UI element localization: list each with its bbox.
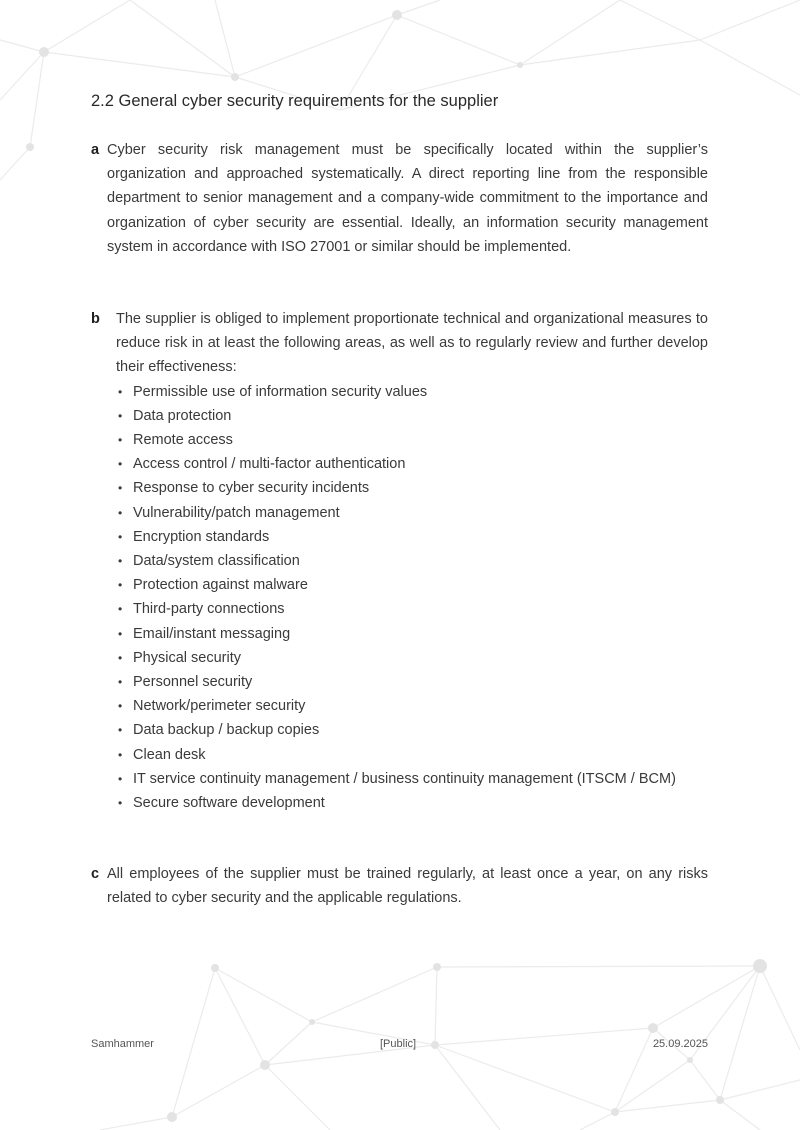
footer-date: 25.09.2025 — [652, 1038, 708, 1050]
item-text: The supplier is obliged to implement proportionate technical and organizational measures to reduce risk in at least the following areas, as well as to regularly review and further develop their effectiveness: — [116, 311, 708, 376]
list-item: • Vulnerability/patch management — [116, 501, 708, 525]
bullet-icon: • — [118, 481, 123, 496]
list-item: • Email/instant messaging — [116, 622, 708, 646]
requirement-item-b — [91, 307, 708, 815]
bullet-icon: • — [118, 384, 123, 399]
bullet-icon: • — [118, 675, 123, 690]
bullet-icon: • — [118, 723, 123, 738]
item-text: Cyber security risk management must be specifically located within the supplier’s organization and approached systematically. A direct reporting line from the responsible department to senior management and a company-wide commitment to the importance and organization of cyber security are essential. Ideally, an information security management system in accordance with ISO 27001 or similar should be implemented. — [107, 142, 708, 255]
bullet-icon: • — [118, 626, 123, 641]
bullet-icon: • — [118, 408, 123, 423]
list-item: • IT service continuity management / business continuity management (ITSCM / BCM) — [116, 767, 708, 791]
bullet-icon: • — [118, 457, 123, 472]
item-text: All employees of the supplier must be trained regularly, at least once a year, on any risks related to cyber security and the applicable regulations. — [107, 866, 708, 907]
measures-list — [116, 380, 708, 816]
list-item: • Remote access — [116, 428, 708, 452]
bullet-icon: • — [118, 554, 123, 569]
list-item: • Personnel security — [116, 670, 708, 694]
item-marker: a — [91, 142, 100, 158]
bullet-icon: • — [118, 699, 123, 714]
list-item: • Encryption standards — [116, 525, 708, 549]
requirement-item-c — [91, 862, 708, 910]
bullet-icon: • — [118, 433, 123, 448]
bullet-icon: • — [118, 771, 123, 786]
list-item: • Access control / multi-factor authentication — [116, 452, 708, 476]
item-marker: c — [91, 866, 100, 882]
bullet-icon: • — [118, 578, 123, 593]
footer-classification: [Public] — [380, 1038, 417, 1050]
list-item: • Data protection — [116, 404, 708, 428]
bullet-icon: • — [118, 529, 123, 544]
requirement-item-a — [91, 138, 708, 259]
list-item: • Clean desk — [116, 743, 708, 767]
list-item: • Response to cyber security incidents — [116, 476, 708, 500]
list-item: • Data/system classification — [116, 549, 708, 573]
list-item: • Data backup / backup copies — [116, 718, 708, 742]
bullet-icon: • — [118, 602, 123, 617]
list-item: • Protection against malware — [116, 573, 708, 597]
bullet-icon: • — [118, 747, 123, 762]
list-item: • Physical security — [116, 646, 708, 670]
bullet-icon: • — [118, 796, 123, 811]
bullet-icon: • — [118, 505, 123, 520]
list-item: • Secure software development — [116, 791, 708, 815]
bullet-icon: • — [118, 650, 123, 665]
list-item: • Permissible use of information security values — [116, 380, 708, 404]
footer-company: Samhammer — [91, 1038, 154, 1050]
list-item: • Third-party connections — [116, 597, 708, 621]
section-heading: 2.2 General cyber security requirements for the supplier — [91, 92, 499, 110]
list-item: • Network/perimeter security — [116, 694, 708, 718]
item-marker: b — [91, 311, 100, 327]
